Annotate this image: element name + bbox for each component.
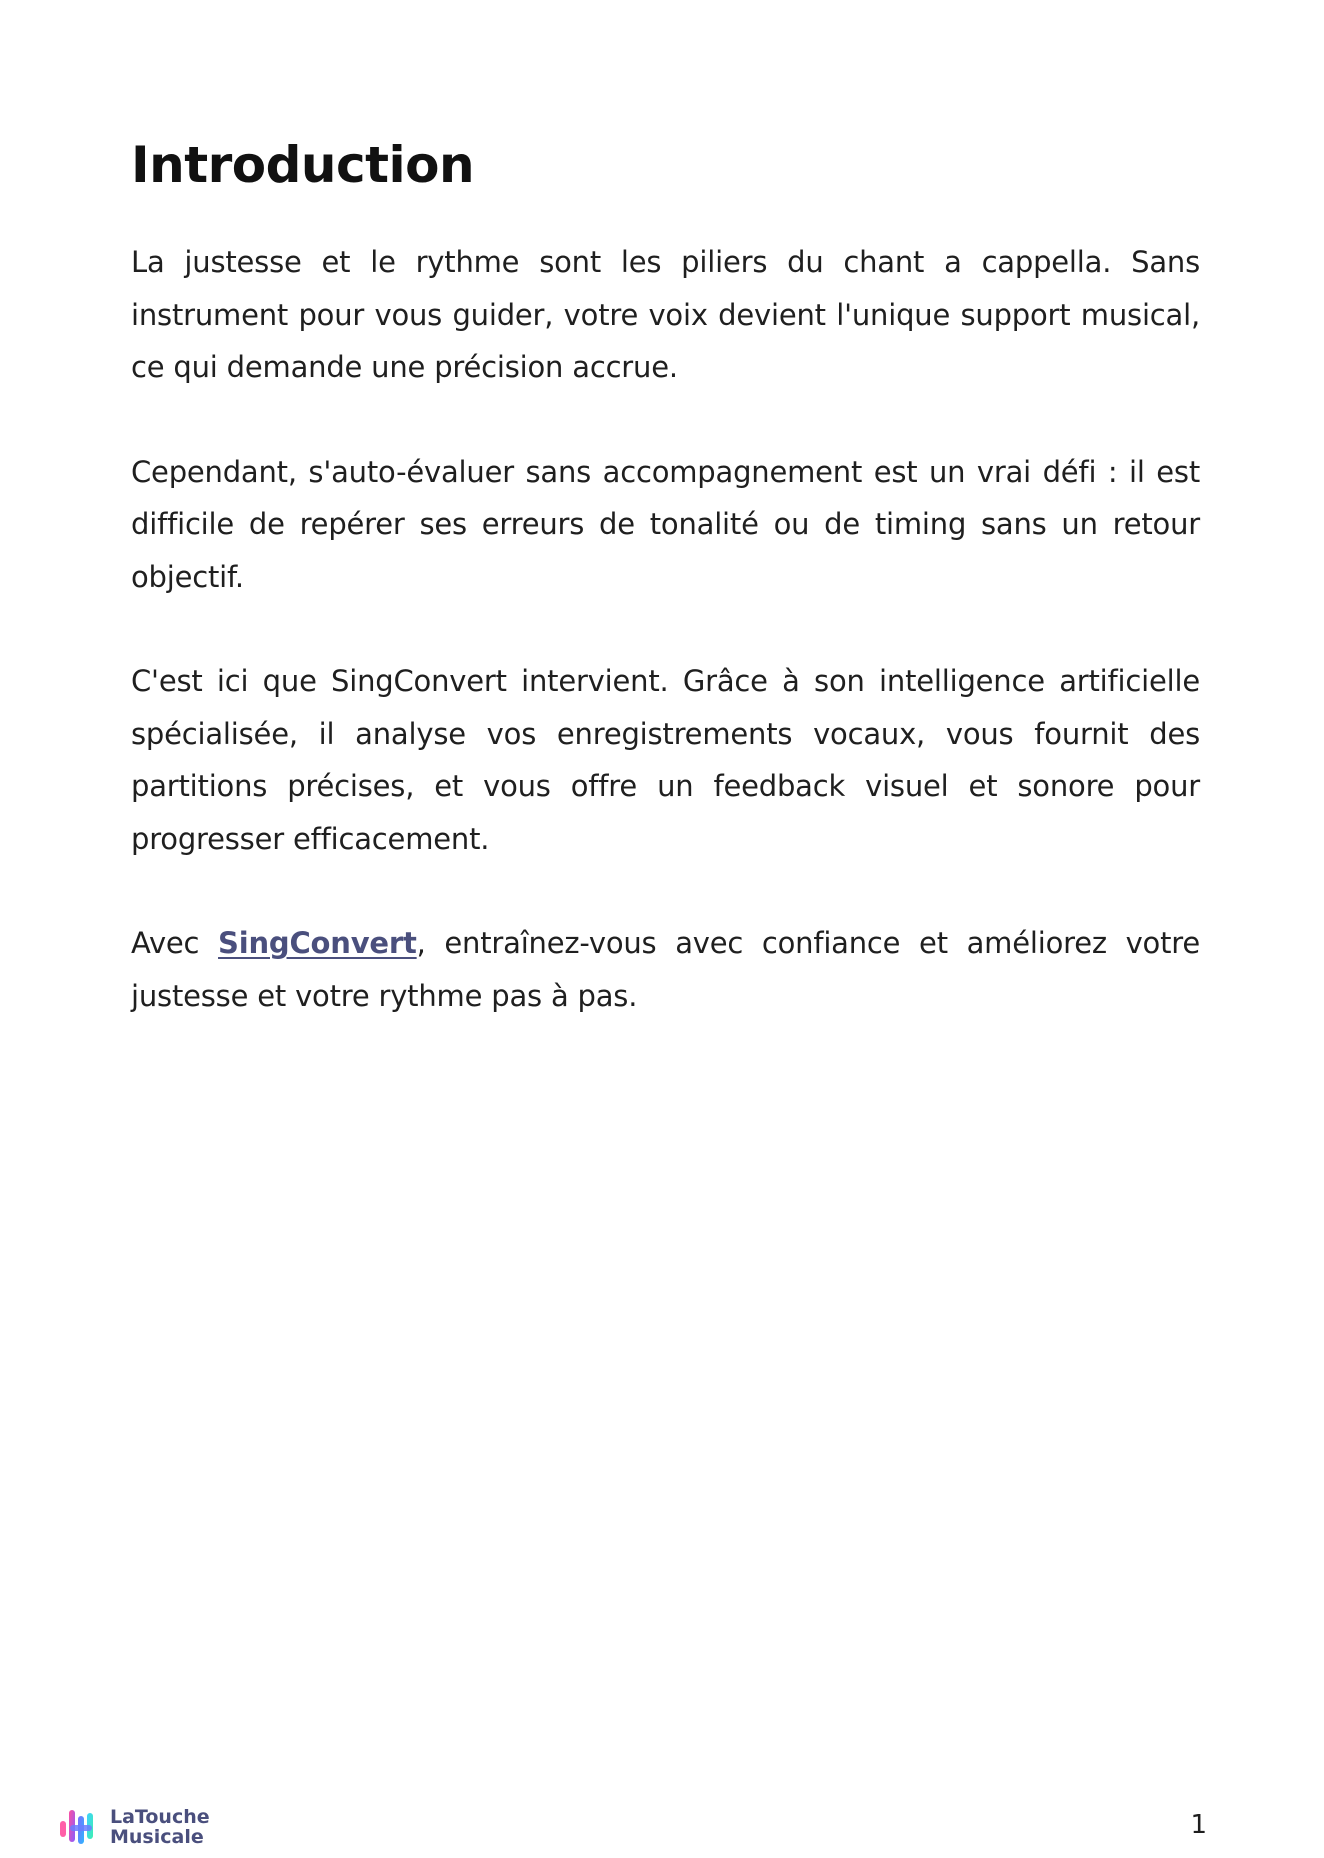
footer-logo bbox=[56, 1804, 210, 1850]
brand-name bbox=[110, 1807, 210, 1847]
document-content bbox=[131, 130, 1200, 1022]
page-title: Introduction bbox=[131, 136, 475, 194]
music-bars-logo-icon bbox=[56, 1804, 102, 1850]
paragraph-solution: C'est ici que SingConvert intervient. Grâce à son intelligence artificielle spécialisée, il analyse vos enregistrements vocaux, vous fournit des partitions précises, et vous offre un feedback visuel et sonore pour progresser efficacement. bbox=[131, 664, 1200, 856]
paragraph-conclusion-start: Avec bbox=[131, 926, 219, 960]
singconvert-link[interactable]: SingConvert bbox=[218, 926, 417, 960]
page-number: 1 bbox=[1190, 1810, 1207, 1840]
paragraph-conclusion-end: , entraînez-vous avec confiance et améliorez votre justesse et votre rythme pas à pas. bbox=[131, 926, 1200, 1013]
paragraph-challenge: Cependant, s'auto-évaluer sans accompagnement est un vrai défi : il est difficile de repérer ses erreurs de tonalité ou de timing sans un retour objectif. bbox=[131, 454, 1200, 594]
paragraph-intro: La justesse et le rythme sont les piliers du chant a cappella. Sans instrument pour vous guider, votre voix devient l'unique support musical, ce qui demande une précision accrue. bbox=[131, 245, 1200, 384]
brand-line-2: Musicale bbox=[110, 1826, 204, 1848]
paragraph-conclusion bbox=[131, 917, 1200, 1022]
brand-line-1: LaTouche bbox=[110, 1806, 210, 1828]
